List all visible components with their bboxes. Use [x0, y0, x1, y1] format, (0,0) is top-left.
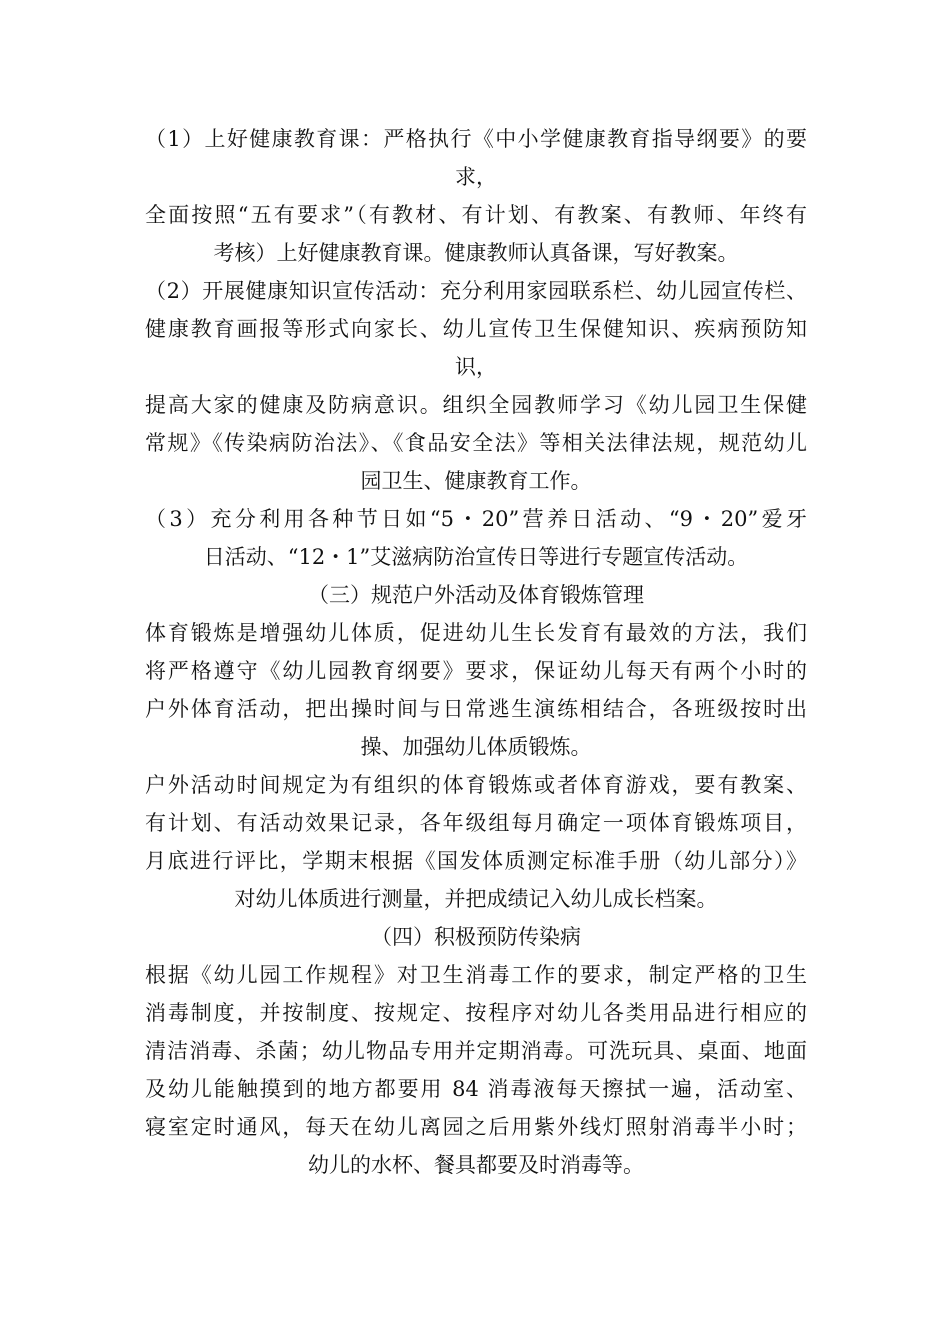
text-line: （2）开展健康知识宣传活动：充分利用家园联系栏、幼儿园宣传栏、	[145, 279, 807, 303]
text-line: 日活动、“12・1”艾滋病防治宣传日等进行专题宣传活动。	[203, 545, 749, 569]
document-body	[145, 120, 807, 1184]
text-line: 常规》《传染病防治法》、《食品安全法》等相关法律法规，规范幼儿	[145, 431, 807, 455]
text-line: 健康教育画报等形式向家长、幼儿宣传卫生保健知识、疾病预防知	[145, 317, 807, 341]
text-line: 消毒制度，并按制度、按规定、按程序对幼儿各类用品进行相应的	[145, 1001, 807, 1025]
text-line: 幼儿的水杯、餐具都要及时消毒等。	[308, 1153, 644, 1177]
text-line: （3）充分利用各种节日如“5・20”营养日活动、“9・20”爱牙	[145, 507, 807, 531]
text-line: 园卫生、健康教育工作。	[360, 469, 592, 493]
text-line: 体育锻炼是增强幼儿体质，促进幼儿生长发育有最效的方法，我们	[145, 621, 807, 645]
text-line: 户外体育活动，把出操时间与日常逃生演练相结合，各班级按时出	[145, 697, 807, 721]
text-line: 识，	[455, 355, 497, 379]
text-line: 及幼儿能触摸到的地方都要用 84 消毒液每天擦拭一遍，活动室、	[145, 1077, 807, 1101]
text-line: 有计划、有活动效果记录，各年级组每月确定一项体育锻炼项目，	[145, 811, 807, 835]
text-line: 月底进行评比，学期末根据《国发体质测定标准手册（幼儿部分）》	[145, 849, 807, 873]
text-line: 寝室定时通风，每天在幼儿离园之后用紫外线灯照射消毒半小时；	[145, 1115, 807, 1139]
section-heading: （四）积极预防传染病	[371, 925, 581, 949]
text-line: （1）上好健康教育课：严格执行《中小学健康教育指导纲要》的要	[145, 127, 807, 151]
text-line: 操、加强幼儿体质锻炼。	[360, 735, 592, 759]
text-line: 对幼儿体质进行测量，并把成绩记入幼儿成长档案。	[234, 887, 718, 911]
text-line: 清洁消毒、杀菌；幼儿物品专用并定期消毒。可洗玩具、桌面、地面	[145, 1039, 807, 1063]
text-line: 户外活动时间规定为有组织的体育锻炼或者体育游戏，要有教案、	[145, 773, 807, 797]
text-line: 将严格遵守《幼儿园教育纲要》要求，保证幼儿每天有两个小时的	[145, 659, 807, 683]
text-line: 考核）上好健康教育课。健康教师认真备课，写好教案。	[213, 241, 739, 265]
text-line: 全面按照“五有要求”（有教材、有计划、有教案、有教师、年终有	[145, 203, 807, 227]
section-heading: （三）规范户外活动及体育锻炼管理	[308, 583, 644, 607]
text-line: 根据《幼儿园工作规程》对卫生消毒工作的要求，制定严格的卫生	[145, 963, 807, 987]
text-line: 求，	[455, 165, 497, 189]
text-line: 提高大家的健康及防病意识。组织全园教师学习《幼儿园卫生保健	[145, 393, 807, 417]
